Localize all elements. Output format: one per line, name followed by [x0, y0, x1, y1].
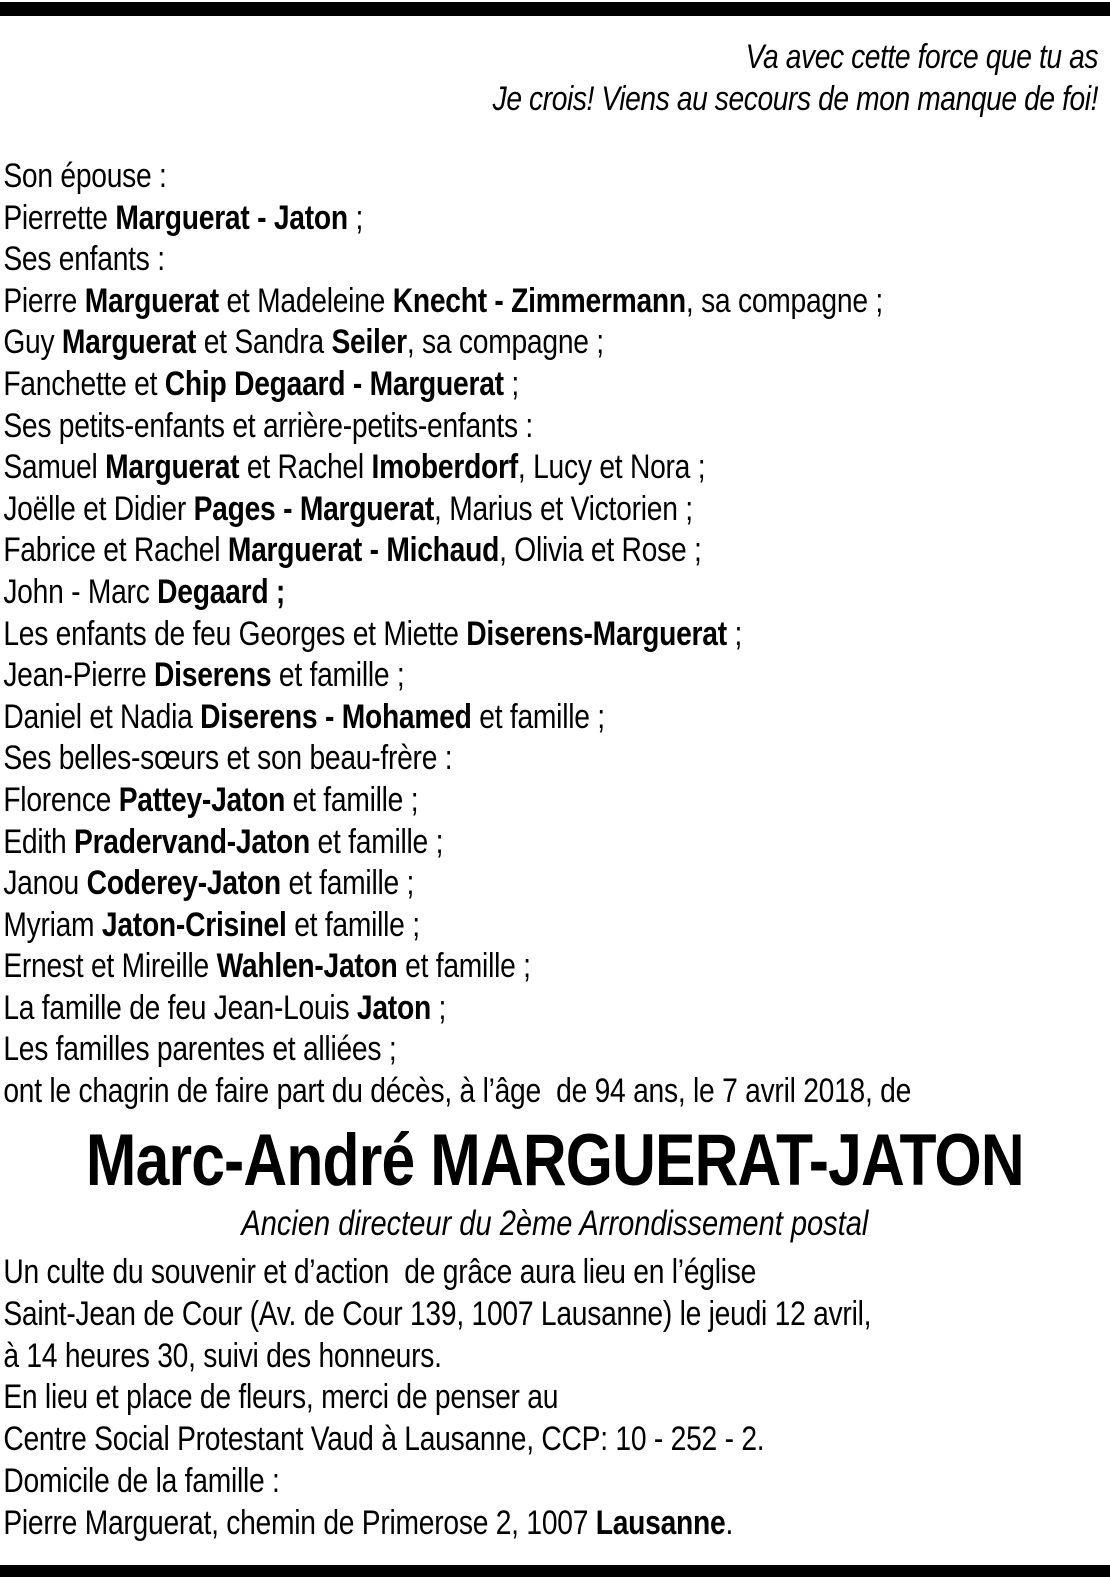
text-segment: John - Marc [3, 572, 158, 611]
family-line [3, 1029, 911, 1071]
text-segment: Janou [3, 864, 87, 903]
family-line [3, 697, 911, 739]
text-segment: Ses enfants : [3, 240, 165, 279]
name-bold-segment: Pradervand-Jaton [73, 822, 310, 861]
family-line [3, 239, 911, 281]
text-segment: Joëlle et Didier [3, 489, 194, 528]
family-line [3, 447, 911, 489]
text-segment: et famille ; [309, 822, 444, 861]
name-bold-segment: Diserens [154, 656, 272, 695]
name-bold-segment: Seiler [331, 323, 407, 362]
text-segment: Samuel [3, 448, 106, 487]
family-list [3, 156, 911, 1113]
name-bold-segment: Diserens - Mohamed [200, 697, 472, 736]
name-bold-segment: Imoberdorf [371, 448, 518, 487]
text-segment: et famille ; [280, 864, 415, 903]
text-segment: Les familles parentes et alliées ; [3, 1030, 397, 1069]
name-bold-segment: Marguerat - Michaud [227, 531, 500, 570]
name-bold-segment: Marguerat - Jaton [115, 198, 348, 237]
ceremony-line [3, 1252, 871, 1294]
name-bold-segment: Wahlen-Jaton [216, 947, 398, 986]
deceased-title: Ancien directeur du 2ème Arrondissement postal [241, 1204, 869, 1243]
text-segment: Daniel et Nadia [3, 697, 201, 736]
text-segment: ; [347, 198, 364, 237]
ceremony-line [3, 1377, 871, 1419]
family-line [3, 946, 911, 988]
ceremony-line [3, 1336, 871, 1378]
text-segment: Fanchette et [3, 364, 165, 403]
name-bold-segment: Knecht - Zimmermann [392, 281, 686, 320]
name-bold-segment: Pattey-Jaton [118, 780, 286, 819]
family-line [3, 322, 911, 364]
ceremony-line [3, 1419, 871, 1461]
text-segment: et famille ; [286, 905, 420, 944]
text-segment: Myriam [3, 905, 102, 944]
text-segment: Ses petits-enfants et arrière-petits-enfants : [3, 406, 534, 445]
family-line [3, 198, 911, 240]
name-bold-segment: Jaton-Crisinel [101, 905, 287, 944]
text-segment: Fabrice et Rachel [3, 531, 228, 570]
family-line [3, 655, 911, 697]
family-line [3, 281, 911, 323]
text-segment: Pierre [3, 281, 85, 320]
ceremony-line [3, 1461, 871, 1503]
text-segment: Un culte du souvenir et d’action de grâce aura lieu en l’église [3, 1253, 757, 1291]
epigraph-line: Va avec cette force que tu as [745, 38, 1099, 76]
ceremony-info [3, 1252, 871, 1545]
name-bold-segment: Jaton [356, 988, 431, 1027]
text-segment: Saint-Jean de Cour (Av. de Cour 139, 1007 Lausanne) le jeudi 12 avril, [3, 1294, 872, 1333]
name-bold-segment: Chip Degaard - Marguerat [164, 364, 504, 403]
family-line [3, 738, 911, 780]
text-segment: Son épouse : [3, 157, 167, 195]
family-line [3, 780, 911, 822]
text-segment: Florence [3, 780, 119, 819]
name-bold-segment: Pages - Marguerat [193, 489, 435, 528]
text-segment: . [725, 1503, 734, 1542]
text-segment: ; [726, 614, 743, 653]
text-segment: Les enfants de feu Georges et Miette [3, 614, 467, 653]
text-segment: Guy [3, 323, 62, 362]
text-segment: Edith [3, 822, 74, 861]
family-line [3, 988, 911, 1030]
name-bold-segment: Marguerat [105, 448, 240, 487]
text-segment: , Marius et Victorien ; [434, 489, 693, 528]
text-segment: Jean-Pierre [3, 656, 155, 695]
text-segment: , sa compagne ; [685, 281, 883, 320]
text-segment: et famille ; [397, 947, 531, 986]
epigraph [493, 36, 1098, 120]
family-line [3, 863, 911, 905]
text-segment: Pierrette [3, 198, 116, 237]
family-line [3, 905, 911, 947]
family-line [3, 1071, 911, 1113]
family-line [3, 822, 911, 864]
text-segment: Pierre Marguerat, chemin de Primerose 2, 1007 [3, 1503, 596, 1542]
text-segment: Domicile de la famille : [3, 1461, 280, 1500]
name-bold-segment: Diserens-Marguerat [466, 614, 727, 653]
family-line [3, 156, 911, 198]
family-line [3, 572, 911, 614]
bottom-border-rule [0, 1565, 1110, 1577]
text-segment: La famille de feu Jean-Louis [3, 988, 357, 1027]
name-bold-segment: Marguerat [61, 323, 197, 362]
family-line [3, 364, 911, 406]
text-segment: ; [430, 988, 447, 1027]
name-bold-segment: Coderey-Jaton [86, 864, 281, 903]
ceremony-line [3, 1294, 871, 1336]
ceremony-line [3, 1503, 871, 1545]
family-line [3, 614, 911, 656]
text-segment: et famille ; [471, 697, 605, 736]
epigraph-line: Je crois! Viens au secours de mon manque de foi! [492, 80, 1099, 118]
name-bold-segment: Lausanne [595, 1503, 726, 1542]
text-segment: , sa compagne ; [406, 323, 604, 362]
deceased-name: Marc-André MARGUERAT-JATON [85, 1120, 1024, 1201]
text-segment: ont le chagrin de faire part du décès, à l’âge de 94 ans, le 7 avril 2018, de [3, 1072, 912, 1111]
name-bold-segment: Marguerat [84, 281, 219, 320]
text-segment: Ernest et Mireille [3, 947, 217, 986]
text-segment: et famille ; [285, 780, 419, 819]
text-segment: Ses belles-sœurs et son beau-frère : [3, 739, 453, 778]
text-segment: et famille ; [271, 656, 405, 695]
text-segment: Centre Social Protestant Vaud à Lausanne, CCP: 10 - 252 - 2. [3, 1420, 765, 1459]
text-segment: et Rachel [239, 448, 372, 487]
text-segment: , Lucy et Nora ; [517, 448, 706, 487]
family-line [3, 406, 911, 448]
text-segment: ; [503, 364, 519, 403]
family-line [3, 530, 911, 572]
text-segment: et Madeleine [218, 281, 393, 320]
text-segment: et Sandra [196, 323, 332, 362]
family-line [3, 489, 911, 531]
text-segment: , Olivia et Rose ; [499, 531, 702, 570]
name-bold-segment: Degaard ; [157, 572, 286, 611]
text-segment: En lieu et place de fleurs, merci de penser au [3, 1378, 559, 1417]
text-segment: à 14 heures 30, suivi des honneurs. [3, 1336, 442, 1375]
